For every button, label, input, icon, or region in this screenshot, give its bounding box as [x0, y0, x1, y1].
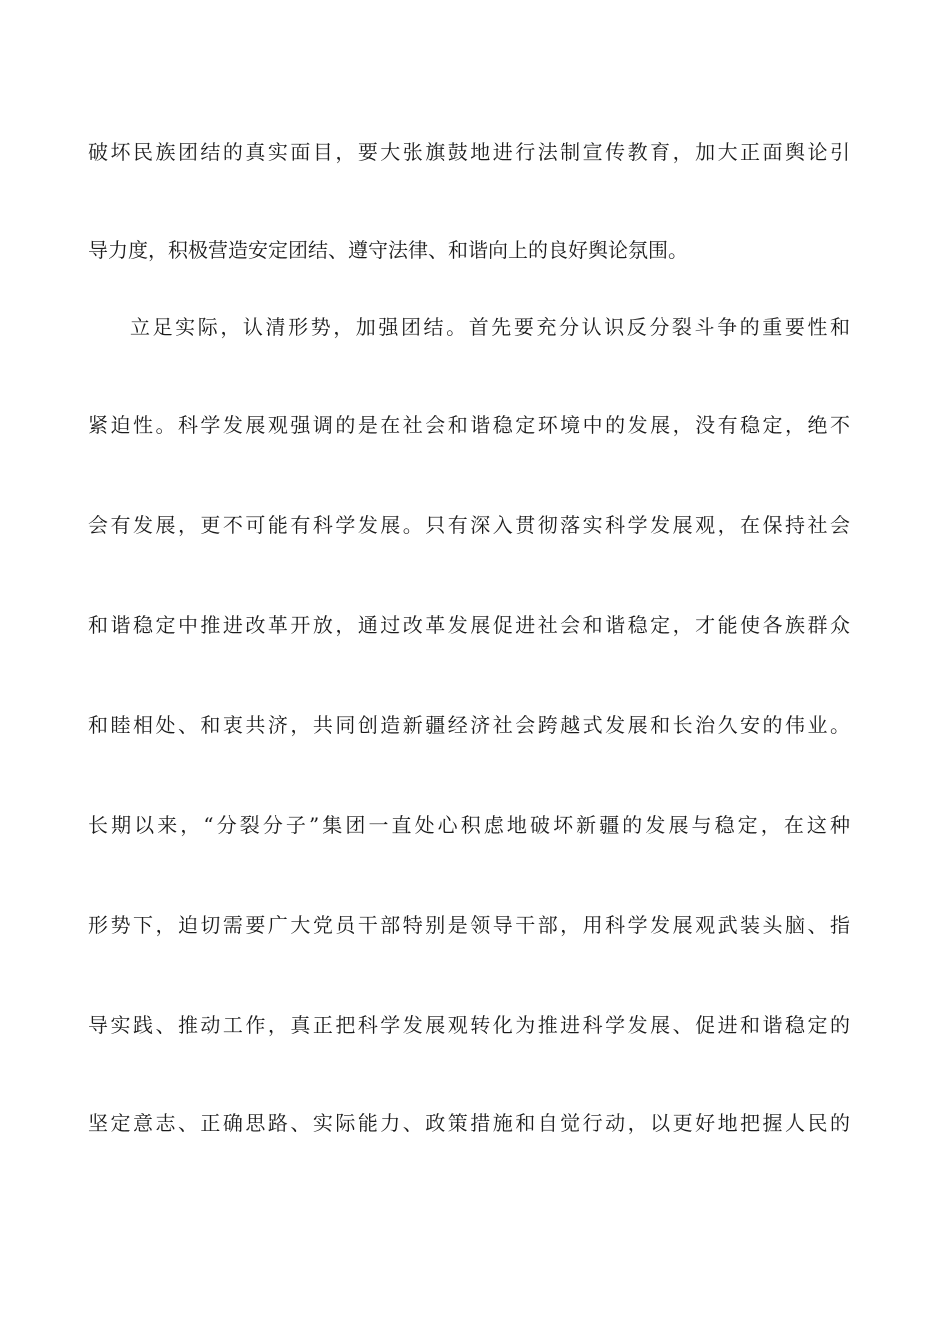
text-line-2: 导力度，积极营造安定团结、遵守法律、和谐向上的良好舆论氛围。	[88, 238, 688, 262]
text-line-9: 形势下，迫切需要广大党员干部特别是领导干部，用科学发展观武装头脑、指	[88, 913, 850, 937]
text-line-10: 导实践、推动工作，真正把科学发展观转化为推进科学发展、促进和谐稳定的	[88, 1013, 850, 1037]
text-line-3: 立足实际，认清形势，加强团结。首先要充分认识反分裂斗争的重要性和	[130, 315, 850, 339]
text-line-11: 坚定意志、正确思路、实际能力、政策措施和自觉行动，以更好地把握人民的	[88, 1111, 850, 1135]
text-line-7: 和睦相处、和衷共济，共同创造新疆经济社会跨越式发展和长治久安的伟业。	[88, 713, 850, 737]
text-line-4: 紧迫性。科学发展观强调的是在社会和谐稳定环境中的发展，没有稳定，绝不	[88, 413, 850, 437]
text-line-8: 长期以来，“分裂分子”集团一直处心积虑地破坏新疆的发展与稳定，在这种	[88, 813, 850, 837]
text-line-1: 破坏民族团结的真实面目，要大张旗鼓地进行法制宣传教育，加大正面舆论引	[88, 140, 850, 164]
text-line-6: 和谐稳定中推进改革开放，通过改革发展促进社会和谐稳定，才能使各族群众	[88, 613, 850, 637]
text-line-5: 会有发展，更不可能有科学发展。只有深入贯彻落实科学发展观，在保持社会	[88, 513, 850, 537]
